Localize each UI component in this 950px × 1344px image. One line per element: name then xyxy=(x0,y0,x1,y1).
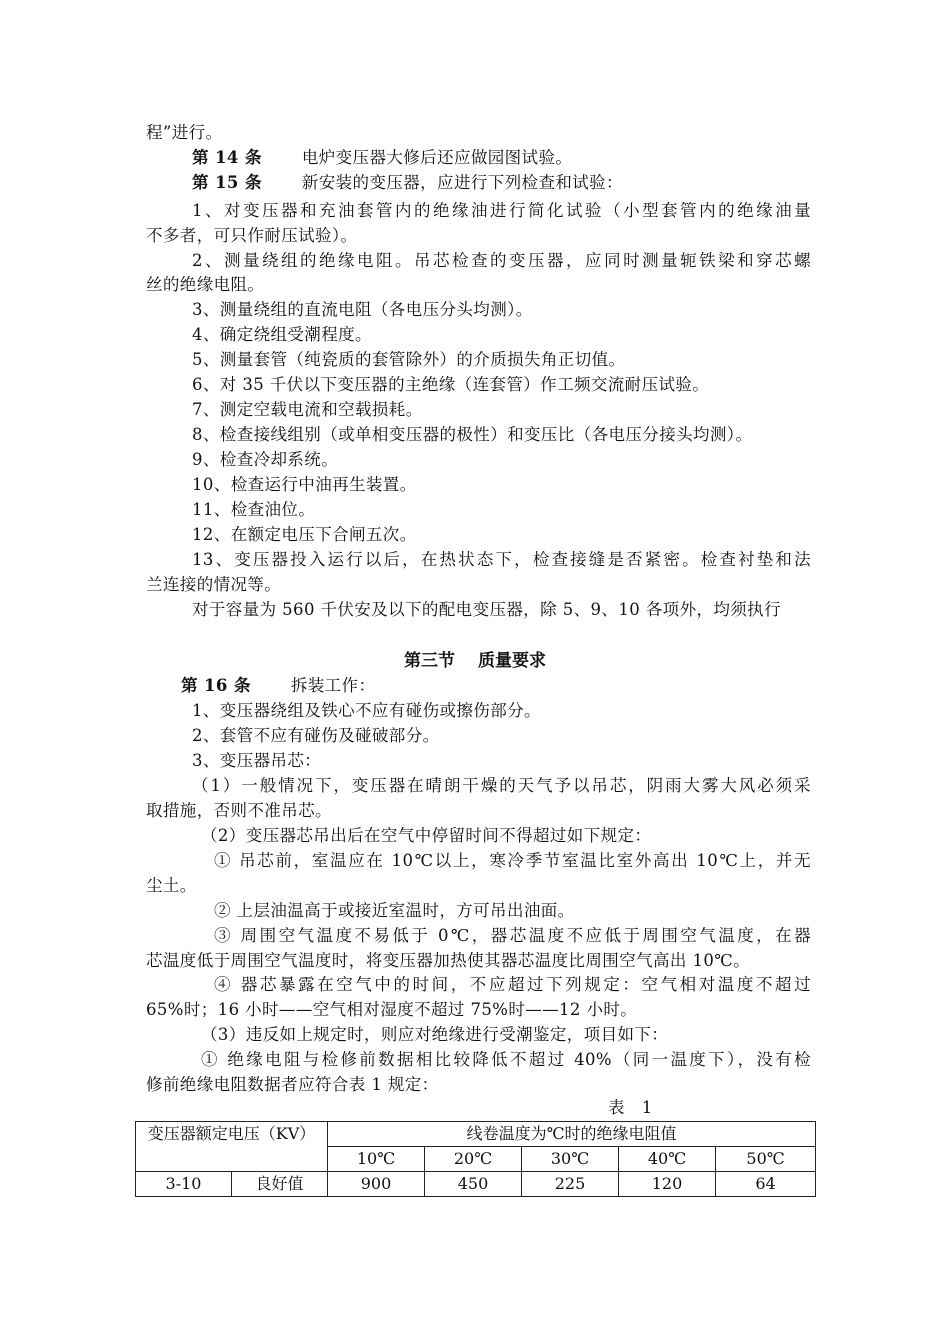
note-paragraph: 对于容量为 560 千伏安及以下的配电变压器，除 5、9、10 各项外，均须执行 xyxy=(192,600,781,619)
list-item: 1、变压器绕组及铁心不应有碰伤或擦伤部分。 xyxy=(192,701,541,720)
list-item: 4、确定绕组受潮程度。 xyxy=(192,325,372,344)
value-cell: 64 xyxy=(716,1172,816,1197)
header-voltage: 变压器额定电压（KV） xyxy=(136,1122,328,1172)
section-heading: 第三节 质量要求 xyxy=(404,651,546,671)
list-item-continuation: 不多者，可只作耐压试验）。 xyxy=(146,226,358,245)
list-item: 7、测定空载电流和空载损耗。 xyxy=(192,400,423,419)
sub-item: （1）一般情况下，变压器在晴朗干燥的天气予以吊芯，阴雨大雾大风必须采 xyxy=(192,776,811,795)
numbered-point-continuation: 修前绝缘电阻数据者应符合表 1 规定： xyxy=(146,1075,439,1094)
temp-cell: 40℃ xyxy=(619,1147,716,1172)
article-text: 拆装工作： xyxy=(290,676,376,695)
table-caption: 表 1 xyxy=(608,1098,659,1117)
sub-item: （3）违反如上规定时，则应对绝缘进行受潮鉴定，项目如下： xyxy=(201,1025,669,1044)
insulation-resistance-table xyxy=(135,1121,816,1197)
numbered-point: ② 上层油温高于或接近室温时，方可吊出油面。 xyxy=(214,901,575,920)
value-cell: 450 xyxy=(425,1172,522,1197)
list-item-continuation: 兰连接的情况等。 xyxy=(146,575,282,594)
value-cell: 900 xyxy=(328,1172,425,1197)
list-item: 8、检查接线组别（或单相变压器的极性）和变压比（各电压分接头均测）。 xyxy=(192,425,753,444)
row-label-cell: 良好值 xyxy=(232,1172,328,1197)
temp-cell: 20℃ xyxy=(425,1147,522,1172)
numbered-point-continuation: 65%时；16 小时——空气相对湿度不超过 75%时——12 小时。 xyxy=(146,1000,638,1019)
list-item: 6、对 35 千伏以下变压器的主绝缘（连套管）作工频交流耐压试验。 xyxy=(192,375,710,394)
numbered-point-continuation: 芯温度低于周围空气温度时，将变压器加热使其器芯温度比周围空气高出 10℃。 xyxy=(146,951,750,970)
list-item: 13、变压器投入运行以后，在热状态下，检查接缝是否紧密。检查衬垫和法 xyxy=(192,550,811,569)
list-item-continuation: 丝的绝缘电阻。 xyxy=(146,275,265,294)
numbered-point: ① 绝缘电阻与检修前数据相比较降低不超过 40%（同一温度下），没有检 xyxy=(201,1050,811,1069)
article-16 xyxy=(181,674,846,698)
list-item: 5、测量套管（纯瓷质的套管除外）的介质损失角正切值。 xyxy=(192,350,626,369)
article-text: 电炉变压器大修后还应做园图试验。 xyxy=(301,148,573,167)
temp-cell: 30℃ xyxy=(522,1147,619,1172)
text-line: 程”进行。 xyxy=(146,123,223,142)
temp-cell: 50℃ xyxy=(716,1147,816,1172)
list-item: 1、对变压器和充油套管内的绝缘油进行简化试验（小型套管内的绝缘油量 xyxy=(192,201,811,220)
list-item: 3、变压器吊芯： xyxy=(192,751,322,770)
table-row xyxy=(136,1172,816,1197)
list-item: 12、在额定电压下合闸五次。 xyxy=(192,525,417,544)
sub-item-continuation: 取措施，否则不准吊芯。 xyxy=(146,801,332,820)
article-label: 第 14 条 xyxy=(192,148,262,167)
value-cell: 225 xyxy=(522,1172,619,1197)
article-text: 新安装的变压器，应进行下列检查和试验： xyxy=(301,173,623,192)
list-item: 2、套管不应有碰伤及碰破部分。 xyxy=(192,726,440,745)
list-item: 11、检查油位。 xyxy=(192,500,316,519)
list-item: 10、检查运行中油再生装置。 xyxy=(192,475,417,494)
article-15 xyxy=(192,171,857,195)
numbered-point: ① 吊芯前，室温应在 10℃以上，寒冷季节室温比室外高出 10℃上，并无 xyxy=(214,851,811,870)
value-cell: 120 xyxy=(619,1172,716,1197)
table-header-row xyxy=(136,1122,816,1147)
header-resistance: 线卷温度为℃时的绝缘电阻值 xyxy=(328,1122,816,1147)
list-item: 2、测量绕组的绝缘电阻。吊芯检查的变压器，应同时测量轭铁梁和穿芯螺 xyxy=(192,251,811,270)
numbered-point: ③ 周围空气温度不易低于 0℃，器芯温度不应低于周围空气温度，在器 xyxy=(214,926,811,945)
numbered-point-continuation: 尘土。 xyxy=(146,876,197,895)
sub-item: （2）变压器芯吊出后在空气中停留时间不得超过如下规定： xyxy=(201,826,652,845)
list-item: 3、测量绕组的直流电阻（各电压分头均测）。 xyxy=(192,300,533,319)
numbered-point: ④ 器芯暴露在空气中的时间，不应超过下列规定：空气相对温度不超过 xyxy=(214,975,811,994)
article-label: 第 16 条 xyxy=(181,676,251,695)
voltage-cell: 3-10 xyxy=(136,1172,232,1197)
temp-cell: 10℃ xyxy=(328,1147,425,1172)
list-item: 9、检查冷却系统。 xyxy=(192,450,339,469)
article-14 xyxy=(192,146,857,170)
article-label: 第 15 条 xyxy=(192,173,262,192)
